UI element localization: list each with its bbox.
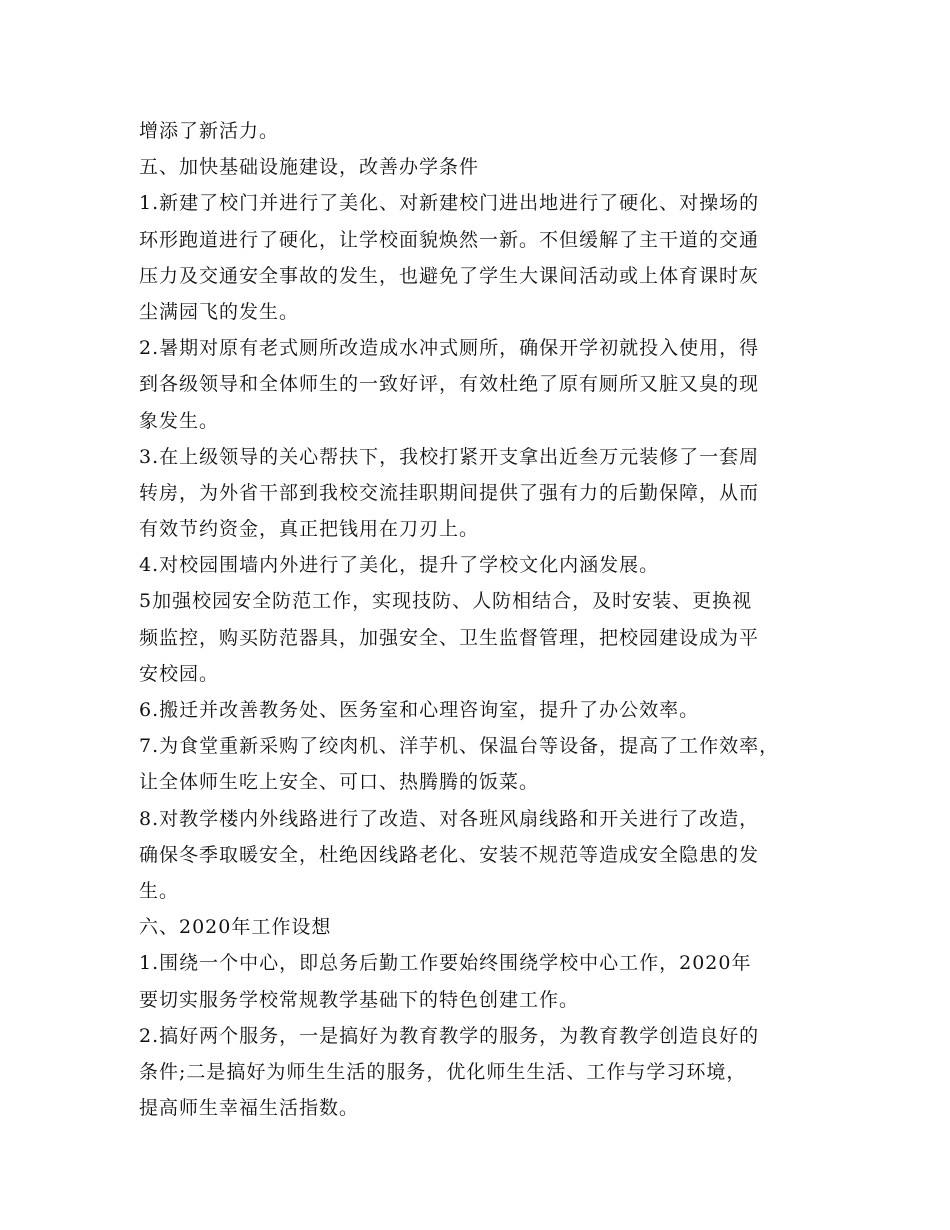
text-line: 象发生。 [139,409,220,432]
text-line: 2.暑期对原有老式厕所改造成水冲式厕所，确保开学初就投入使用，得 [139,337,760,360]
text-line: 确保冬季取暖安全，杜绝因线路老化、安装不规范等造成安全隐患的发 [139,843,760,866]
text-line: 条件;二是搞好为师生生活的服务，优化师生生活、工作与学习环境， [139,1060,747,1083]
text-line: 1.围绕一个中心，即总务后勤工作要始终围绕学校中心工作，2020年 [139,952,752,975]
text-line: 提高师生幸福生活指数。 [139,1097,360,1120]
text-line: 有效节约资金，真正把钱用在刀刃上。 [139,518,480,541]
text-line: 1.新建了校门并进行了美化、对新建校门进出地进行了硬化、对操场的 [139,192,760,215]
text-line: 尘满园飞的发生。 [139,300,300,323]
text-line: 压力及交通安全事故的发生，也避免了学生大课间活动或上体育课时灰 [139,264,760,287]
text-line: 6.搬迁并改善教务处、医务室和心理咨询室，提升了办公效率。 [139,699,700,721]
section-heading: 六、2020年工作设想 [139,916,332,939]
text-line: 转房，为外省干部到我校交流挂职期间提供了强有力的后勤保障，从而 [139,481,760,504]
document-body [139,113,819,1126]
section-heading: 五、加快基础设施建设，改善办学条件 [139,156,480,179]
text-line: 4.对校园围墙内外进行了美化，提升了学校文化内涵发展。 [139,554,660,577]
text-line: 安校园。 [139,662,220,685]
text-line: 频监控，购买防范器具，加强安全、卫生监督管理，把校园建设成为平 [139,626,760,649]
text-line: 让全体师生吃上安全、可口、热腾腾的饭菜。 [139,771,540,794]
text-line: 生。 [139,879,180,902]
text-line: 环形跑道进行了硬化，让学校面貌焕然一新。不但缓解了主干道的交通 [139,228,760,251]
text-line: 7.为食堂重新采购了绞肉机、洋芋机、保温台等设备，提高了工作效率， [139,735,780,758]
text-line: 5加强校园安全防范工作，实现技防、人防相结合，及时安装、更换视 [139,590,753,613]
text-line: 要切实服务学校常规教学基础下的特色创建工作。 [139,988,580,1011]
text-line: 2.搞好两个服务，一是搞好为教育教学的服务，为教育教学创造良好的 [139,1024,760,1047]
text-line: 8.对教学楼内外线路进行了改造、对各班风扇线路和开关进行了改造， [139,807,760,830]
text-line: 到各级领导和全体师生的一致好评，有效杜绝了原有厕所又脏又臭的现 [139,373,760,396]
text-line: 3.在上级领导的关心帮扶下，我校打紧开支拿出近叁万元装修了一套周 [139,445,760,468]
text-line: 增添了新活力。 [139,120,280,142]
